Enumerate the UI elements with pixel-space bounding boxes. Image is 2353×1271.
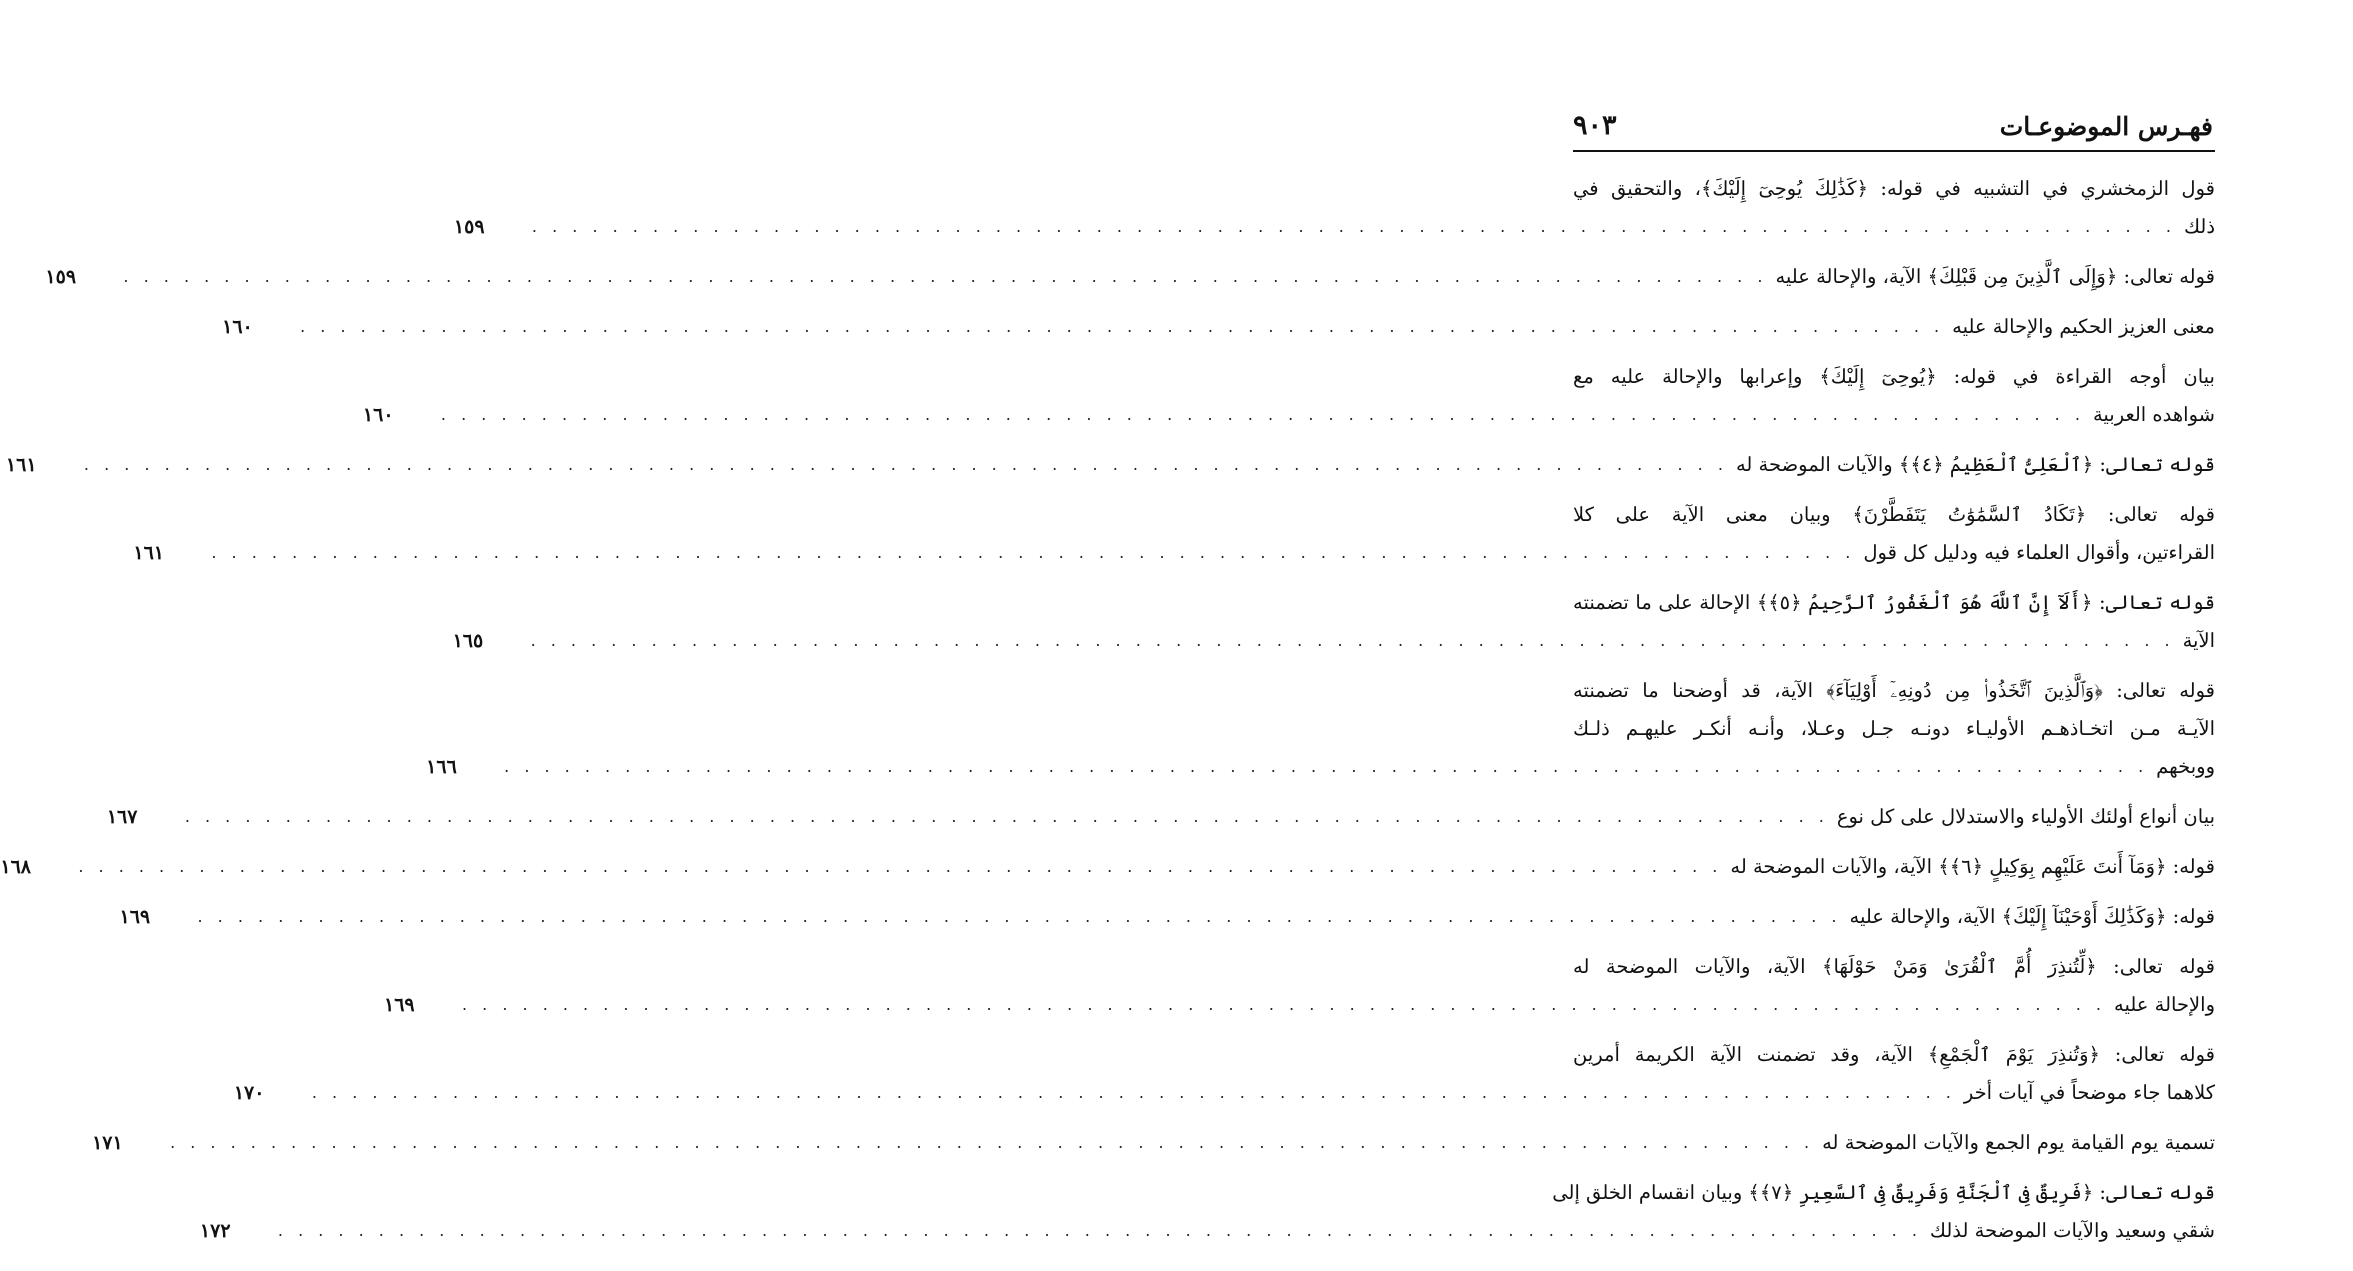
dot-leader: . . . . . . . . . . . . . . . . . . . . . . . . . . . . . . . . . . . . . . . . . . . . . . . . . . . . . . . . . . . . . . . . . . . . . . . . . . . . . . . . . . bbox=[300, 317, 1945, 336]
toc-entry bbox=[92, 1124, 2215, 1162]
toc-page-number: ١٥٩ bbox=[453, 216, 485, 238]
toc-page-number: ١٦٩ bbox=[384, 994, 415, 1016]
toc-entry-last-line bbox=[45, 258, 2215, 296]
toc-entry-text: قوله تعالى: ﴿تَكَادُ ٱلسَّمَٰوَٰتُ يَتَفَطَّرْنَ﴾ وبيان معنى الآية على كلا bbox=[1573, 503, 2215, 526]
toc-page-number: ١٦٨ bbox=[0, 856, 31, 878]
toc-entry-line bbox=[1573, 584, 2215, 622]
dot-leader: . . . . . . . . . . . . . . . . . . . . . . . . . . . . . . . . . . . . . . . . . . . . . . . . . . . . . . . . . . . . . . . . . . . . . . . . . . . . . . . . . . bbox=[83, 455, 1728, 474]
toc-entry-text: قوله تعالى: ﴿وَإِلَى ٱلَّذِينَ مِن قَبْلِكَ﴾ الآية، والإحالة عليه bbox=[1775, 265, 2215, 288]
toc-entry-line bbox=[1573, 358, 2215, 396]
toc-entry bbox=[5, 446, 2215, 484]
toc-entry-line bbox=[1573, 170, 2215, 208]
dot-leader: . . . . . . . . . . . . . . . . . . . . . . . . . . . . . . . . . . . . . . . . . . . . . . . . . . . . . . . . . . . . . . . . . . . . . . . . . . . . . . . . . . bbox=[78, 857, 1723, 876]
toc-entry-text: ووبخهم bbox=[2156, 755, 2215, 778]
toc-page-number: ١٦٧ bbox=[106, 806, 138, 828]
toc-entry-text: كلاهما جاء موضحاً في آيات أخر bbox=[1963, 1081, 2215, 1104]
toc-page-number: ١٦٥ bbox=[452, 630, 484, 652]
page-header bbox=[1573, 108, 2213, 148]
toc-entry-text: قوله تعالى: ﴿وَٱلَّذِينَ ٱتَّخَذُوا۟ مِن دُونِهِۦٓ أَوْلِيَآءَ﴾ الآية، قد أوضحنا ما تضمنته bbox=[1573, 679, 2215, 702]
toc-entry-last-line bbox=[233, 1074, 2215, 1112]
toc-page-number: ١٧١ bbox=[92, 1132, 123, 1154]
toc-page-number: ١٦٩ bbox=[119, 906, 151, 928]
toc-page-number: ١٦٠ bbox=[362, 404, 394, 426]
dot-leader: . . . . . . . . . . . . . . . . . . . . . . . . . . . . . . . . . . . . . . . . . . . . . . . . . . . . . . . . . . . . . . . . . . . . . . . . . . . . . . . . . . bbox=[462, 995, 2107, 1014]
toc-entry-last-line bbox=[199, 1212, 2215, 1250]
toc-entry-last-line bbox=[133, 534, 2215, 572]
toc-entry-last-line bbox=[426, 748, 2215, 786]
toc-entry bbox=[106, 798, 2215, 836]
dot-leader: . . . . . . . . . . . . . . . . . . . . . . . . . . . . . . . . . . . . . . . . . . . . . . . . . . . . . . . . . . . . . . . . . . . . . . . . . . . . . . . . . . bbox=[184, 807, 1829, 826]
toc-entry bbox=[199, 1174, 2215, 1250]
toc-entry-text: قوله تعالى: ﴿فَرِيقٌ فِى ٱلْجَنَّةِ وَفَرِيقٌ فِى ٱلسَّعِيرِ ﴿٧﴾﴾ وبيان انقسام الخلق إلى bbox=[1552, 1181, 2215, 1204]
toc-entry-line bbox=[1573, 710, 2215, 748]
toc-entry-text: تسمية يوم القيامة يوم الجمع والآيات الموضحة له bbox=[1822, 1131, 2215, 1154]
toc-entry bbox=[222, 308, 2215, 346]
dot-leader: . . . . . . . . . . . . . . . . . . . . . . . . . . . . . . . . . . . . . . . . . . . . . . . . . . . . . . . . . . . . . . . . . . . . . . . . . . . . . . . . . . bbox=[170, 1133, 1815, 1152]
toc-entry bbox=[453, 170, 2215, 246]
toc-entry-last-line bbox=[362, 396, 2215, 434]
toc-page-number: ١٦٦ bbox=[426, 756, 457, 778]
toc-entry-text: الآيـة مـن اتخـاذهـم الأوليـاء دونـه جـل وعـلا، وأنـه أنكـر عليهـم ذلـك bbox=[1573, 717, 2215, 740]
toc-entry-text: القراءتين، وأقوال العلماء فيه ودليل كل قول bbox=[1863, 541, 2215, 564]
toc-entry bbox=[362, 358, 2215, 434]
toc-entry-text: قوله: ﴿وَكَذَٰلِكَ أَوْحَيْنَآ إِلَيْكَ﴾ الآية، والإحالة عليه bbox=[1849, 905, 2215, 928]
toc-entry-line bbox=[1573, 948, 2215, 986]
toc-entry-last-line bbox=[453, 208, 2215, 246]
dot-leader: . . . . . . . . . . . . . . . . . . . . . . . . . . . . . . . . . . . . . . . . . . . . . . . . . . . . . . . . . . . . . . . . . . . . . . . . . . . . . . . . . . bbox=[530, 631, 2175, 650]
page-number: ٩٠٣ bbox=[1573, 110, 1617, 141]
dot-leader: . . . . . . . . . . . . . . . . . . . . . . . . . . . . . . . . . . . . . . . . . . . . . . . . . . . . . . . . . . . . . . . . . . . . . . . . . . . . . . . . . . bbox=[311, 1083, 1956, 1102]
toc-entry-last-line bbox=[119, 898, 2215, 936]
running-title: فهـرس الموضوعـات bbox=[1999, 112, 2213, 141]
toc-entry bbox=[452, 584, 2215, 660]
toc-page-number: ١٦٠ bbox=[222, 316, 253, 338]
toc-entry-line bbox=[1573, 1036, 2215, 1074]
toc-page-number: ١٦١ bbox=[133, 542, 164, 564]
toc-entry bbox=[133, 496, 2215, 572]
header-rule bbox=[1573, 150, 2215, 152]
toc-entry-text: شقي وسعيد والآيات الموضحة لذلك bbox=[1929, 1219, 2215, 1242]
dot-leader: . . . . . . . . . . . . . . . . . . . . . . . . . . . . . . . . . . . . . . . . . . . . . . . . . . . . . . . . . . . . . . . . . . . . . . . . . . . . . . . . . . bbox=[277, 1221, 1922, 1240]
toc-entry-text: الآية bbox=[2182, 629, 2215, 652]
toc-entry bbox=[233, 1036, 2215, 1112]
toc-entry-last-line bbox=[452, 622, 2215, 660]
toc-entry bbox=[0, 848, 2215, 886]
dot-leader: . . . . . . . . . . . . . . . . . . . . . . . . . . . . . . . . . . . . . . . . . . . . . . . . . . . . . . . . . . . . . . . . . . . . . . . . . . . . . . . . . . bbox=[440, 405, 2085, 424]
toc-entry bbox=[426, 672, 2215, 786]
toc-entry-text: بيان أنواع أولئك الأولياء والاستدلال على كل نوع bbox=[1836, 805, 2215, 828]
toc-entry bbox=[384, 948, 2215, 1024]
toc-entry-line bbox=[1573, 672, 2215, 710]
toc-entry-text: قوله تعالى: ﴿لِّتُنذِرَ أُمَّ ٱلْقُرَىٰ وَمَنْ حَوْلَهَا﴾ الآية، والآيات الموضحة له bbox=[1573, 955, 2215, 978]
toc-entry-last-line bbox=[0, 848, 2215, 886]
toc-entry-line bbox=[1573, 496, 2215, 534]
toc-entry-text: والإحالة عليه bbox=[2114, 993, 2215, 1016]
toc-page-number: ١٧٢ bbox=[199, 1220, 231, 1242]
toc-entry-text: بيان أوجه القراءة في قوله: ﴿يُوحِىٓ إِلَيْكَ﴾ وإعرابها والإحالة عليه مع bbox=[1573, 365, 2215, 388]
toc-entry-last-line bbox=[106, 798, 2215, 836]
dot-leader: . . . . . . . . . . . . . . . . . . . . . . . . . . . . . . . . . . . . . . . . . . . . . . . . . . . . . . . . . . . . . . . . . . . . . . . . . . . . . . . . . . bbox=[531, 217, 2176, 236]
toc-entry bbox=[45, 258, 2215, 296]
toc-entry-text: معنى العزيز الحكيم والإحالة عليه bbox=[1952, 315, 2215, 338]
toc-entry-text: قوله تعالى: ﴿وَتُنذِرَ يَوْمَ ٱلْجَمْعِ﴾ الآية، وقد تضمنت الآية الكريمة أمرين bbox=[1573, 1043, 2215, 1066]
dot-leader: . . . . . . . . . . . . . . . . . . . . . . . . . . . . . . . . . . . . . . . . . . . . . . . . . . . . . . . . . . . . . . . . . . . . . . . . . . . . . . . . . . bbox=[504, 757, 2149, 776]
dot-leader: . . . . . . . . . . . . . . . . . . . . . . . . . . . . . . . . . . . . . . . . . . . . . . . . . . . . . . . . . . . . . . . . . . . . . . . . . . . . . . . . . . bbox=[123, 267, 1768, 286]
toc-entry-text: قوله: ﴿وَمَآ أَنتَ عَلَيْهِم بِوَكِيلٍ ﴿٦﴾﴾ الآية، والآيات الموضحة له bbox=[1730, 855, 2215, 878]
dot-leader: . . . . . . . . . . . . . . . . . . . . . . . . . . . . . . . . . . . . . . . . . . . . . . . . . . . . . . . . . . . . . . . . . . . . . . . . . . . . . . . . . . bbox=[197, 907, 1842, 926]
toc-entry-last-line bbox=[92, 1124, 2215, 1162]
toc-page-number: ١٥٩ bbox=[45, 266, 77, 288]
toc-entry-last-line bbox=[5, 446, 2215, 484]
toc-page-number: ١٦١ bbox=[5, 454, 37, 476]
toc-page-number: ١٧٠ bbox=[233, 1082, 265, 1104]
toc-entry-text: قول الزمخشري في التشبيه في قوله: ﴿كَذَٰلِكَ يُوحِىٓ إِلَيْكَ﴾، والتحقيق في bbox=[1573, 177, 2215, 200]
toc-list bbox=[0, 170, 2215, 1262]
toc-entry-last-line bbox=[222, 308, 2215, 346]
dot-leader: . . . . . . . . . . . . . . . . . . . . . . . . . . . . . . . . . . . . . . . . . . . . . . . . . . . . . . . . . . . . . . . . . . . . . . . . . . . . . . . . . . bbox=[211, 543, 1856, 562]
toc-entry-last-line bbox=[384, 986, 2215, 1024]
toc-entry-text: قوله تعالى: ﴿أَلَآ إِنَّ ٱللَّهَ هُوَ ٱلْغَفُورُ ٱلرَّحِيمُ ﴿٥﴾﴾ الإحالة على ما تضمنته bbox=[1573, 591, 2215, 614]
toc-entry-text: شواهده العربية bbox=[2092, 403, 2215, 426]
toc-entry bbox=[119, 898, 2215, 936]
toc-entry-line bbox=[1552, 1174, 2215, 1212]
toc-entry-text: قوله تعالى: ﴿ٱلْعَلِىُّ ٱلْعَظِيمُ ﴿٤﴾﴾ والآيات الموضحة له bbox=[1735, 453, 2215, 476]
toc-entry-text: ذلك bbox=[2183, 215, 2215, 238]
